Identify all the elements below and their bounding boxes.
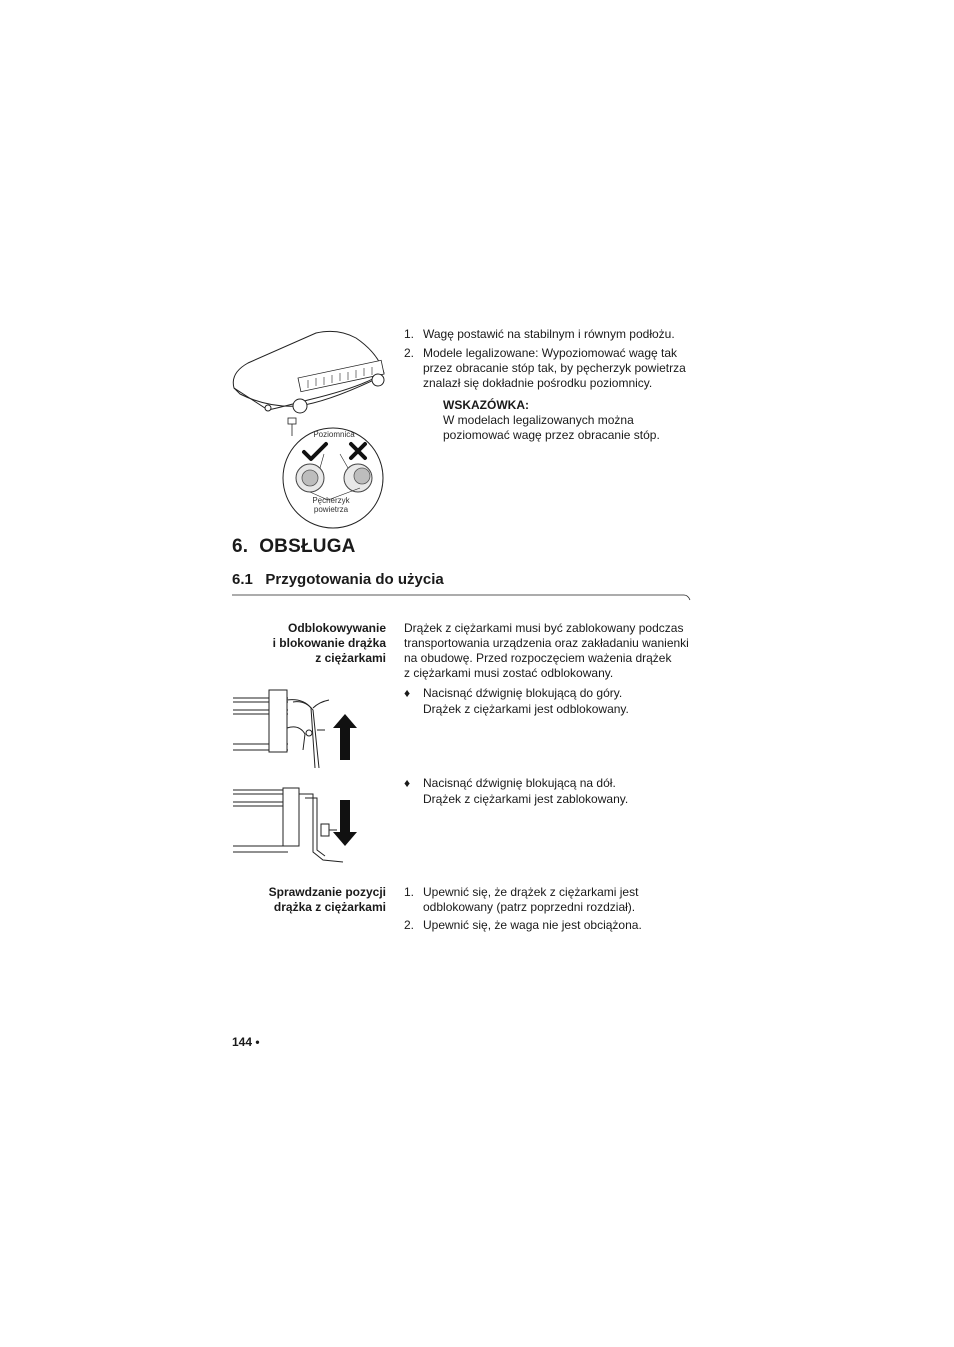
bullet-icon: ♦ — [404, 686, 411, 700]
unlock-step-down — [404, 776, 704, 807]
unlock-step-up — [404, 686, 704, 717]
step-line: Upewnić się, że waga nie jest obciążona. — [423, 918, 642, 932]
scale-illustration — [228, 328, 388, 518]
cross-mark-icon — [349, 442, 367, 460]
tip-box — [443, 398, 703, 443]
step-line: Upewnić się, że drążek z ciężarkami jest — [423, 885, 639, 899]
bullet-icon: ♦ — [404, 776, 411, 790]
section-title: 6.1 Przygotowania do użycia — [232, 571, 444, 588]
check-step-2 — [404, 918, 704, 933]
check-step-1 — [404, 885, 704, 915]
step-number: 2. — [404, 346, 415, 360]
step-result: Drążek z ciężarkami jest zablokowany. — [423, 792, 629, 806]
arrow-up-icon — [333, 714, 357, 760]
step-number: 2. — [404, 918, 415, 932]
top-step-1 — [404, 327, 704, 342]
intro-line: Drążek z ciężarkami musi być zablokowany podczas — [404, 621, 684, 635]
unlock-intro — [404, 621, 704, 681]
side-line: Odblokowywanie — [287, 621, 386, 635]
step-line: Modele legalizowane: Wypoziomować wagę tak — [423, 346, 678, 360]
page-number: 144 • — [232, 1035, 260, 1049]
step-number: 1. — [404, 327, 415, 341]
bubble-label-line2: powietrza — [313, 505, 349, 514]
check-mark-icon — [302, 442, 328, 462]
step-line: znalazł się dokładnie pośrodku poziomnicy. — [423, 376, 653, 390]
top-step-2 — [404, 346, 704, 391]
step-line: odblokowany (patrz poprzedni rozdział). — [423, 900, 636, 914]
tip-title: WSKAZÓWKA: — [443, 398, 529, 412]
level-label: Poziomnica — [313, 430, 355, 439]
side-line: i blokowanie drążka — [272, 636, 386, 650]
lever-down-illustration — [233, 784, 363, 868]
chapter-title: 6. OBSŁUGA — [232, 536, 356, 557]
step-action: Nacisnąć dźwignię blokującą do góry. — [423, 686, 623, 700]
side-line: z ciężarkami — [315, 651, 386, 665]
lever-up-illustration — [233, 688, 363, 770]
bubble-label-line1: Pęcherzyk — [312, 496, 350, 505]
arrow-down-icon — [333, 800, 357, 846]
intro-line: na obudowę. Przed rozpoczęciem ważenia drążek — [404, 651, 672, 665]
intro-line: z ciężarkami musi zostać odblokowany. — [404, 666, 614, 680]
side-line: Sprawdzanie pozycji — [268, 885, 386, 899]
step-number: 1. — [404, 885, 415, 899]
section-rule — [232, 594, 692, 606]
tip-line: poziomować wagę przez obracanie stóp. — [443, 428, 660, 442]
step-action: Nacisnąć dźwignię blokującą na dół. — [423, 776, 616, 790]
step-result: Drążek z ciężarkami jest odblokowany. — [423, 702, 629, 716]
side-line: drążka z ciężarkami — [273, 900, 386, 914]
check-side-heading — [226, 885, 386, 915]
tip-line: W modelach legalizowanych można — [443, 413, 634, 427]
step-line: przez obracanie stóp tak, by pęcherzyk powietrza — [423, 361, 686, 375]
intro-line: transportowania urządzenia oraz zakładaniu wanienki — [404, 636, 689, 650]
step-text: Wagę postawić na stabilnym i równym podłożu. — [423, 327, 675, 341]
unlock-side-heading — [226, 621, 386, 666]
